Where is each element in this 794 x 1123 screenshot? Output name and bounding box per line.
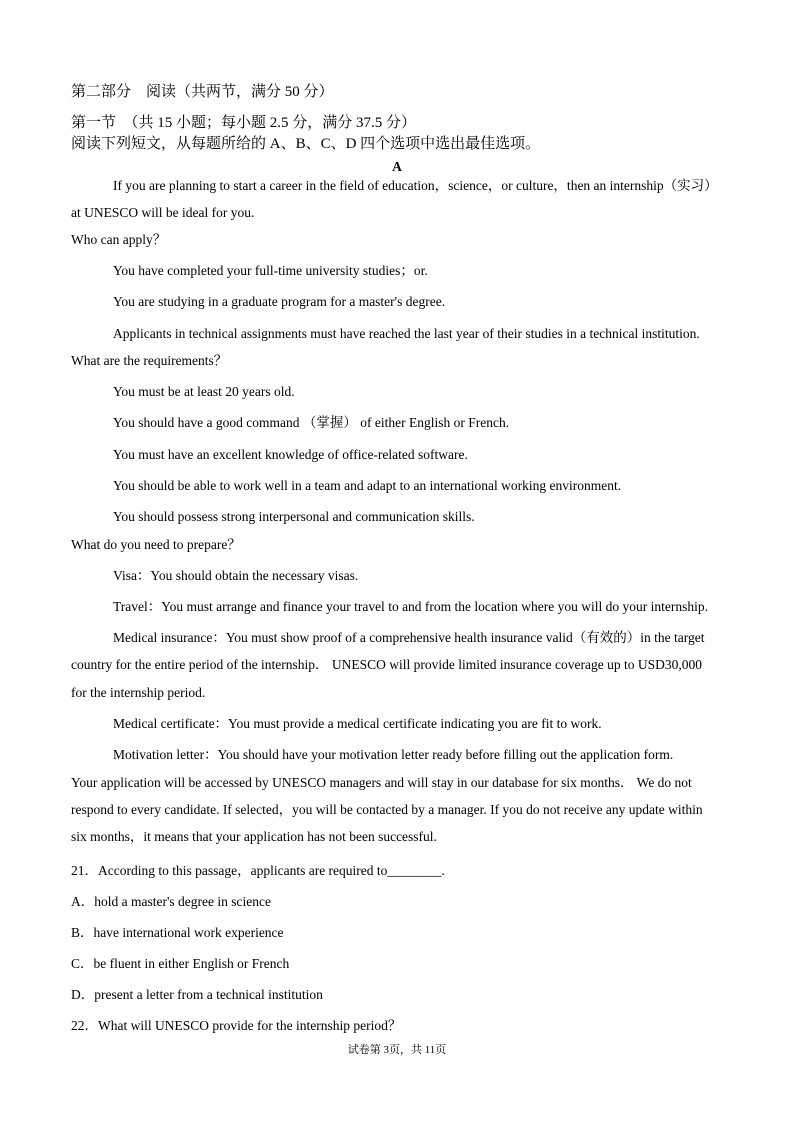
question-who-can-apply: Who can apply？ bbox=[71, 232, 167, 247]
question-21-option-a: A．hold a master's degree in science bbox=[71, 894, 271, 909]
question-requirements: What are the requirements？ bbox=[71, 353, 228, 368]
prepare-medical-insurance-line-2: country for the entire period of the internship． UNESCO will provide limited insurance coverage up to USD30,000 bbox=[71, 657, 702, 672]
section-heading: 第一节 （共 15 小题；每小题 2.5 分，满分 37.5 分） bbox=[71, 115, 417, 131]
who-item-1: You have completed your full-time university studies；or. bbox=[113, 263, 428, 278]
question-21-option-d: D．present a letter from a technical institution bbox=[71, 987, 323, 1002]
prepare-visa: Visa：You should obtain the necessary visas. bbox=[113, 568, 359, 583]
passage-intro-line-2: at UNESCO will be ideal for you. bbox=[71, 205, 255, 220]
page-footer: 试卷第 3页，共 11页 bbox=[347, 1044, 447, 1056]
prepare-motivation-letter-line-1: Motivation letter：You should have your motivation letter ready before filling out the application form. bbox=[113, 747, 674, 762]
who-item-3: Applicants in technical assignments must have reached the last year of their studies in a technical institution. bbox=[113, 326, 700, 341]
prepare-motivation-letter-line-3: respond to every candidate. If selected，you will be contacted by a manager. If you do not receive any update within bbox=[71, 802, 703, 817]
question-22: 22．What will UNESCO provide for the internship period？ bbox=[71, 1018, 402, 1033]
question-21: 21．According to this passage，applicants are required to________. bbox=[71, 863, 445, 878]
prepare-medical-certificate: Medical certificate：You must provide a medical certificate indicating you are fit to work. bbox=[113, 716, 602, 731]
instruction-text: 阅读下列短文，从每题所给的 A、B、C、D 四个选项中选出最佳选项。 bbox=[71, 136, 541, 152]
requirement-item-1: You must be at least 20 years old. bbox=[113, 384, 295, 399]
requirement-item-2: You should have a good command （掌握） of either English or French. bbox=[113, 415, 510, 430]
requirement-item-4: You should be able to work well in a team and adapt to an international working environment. bbox=[113, 478, 622, 493]
question-21-option-c: C．be fluent in either English or French bbox=[71, 956, 290, 971]
requirement-item-5: You should possess strong interpersonal and communication skills. bbox=[113, 509, 475, 524]
prepare-motivation-letter-line-2: Your application will be accessed by UNESCO managers and will stay in our database for six months． We do not bbox=[71, 775, 692, 790]
prepare-medical-insurance-line-1: Medical insurance：You must show proof of a comprehensive health insurance valid（有效的）in the target bbox=[113, 630, 705, 645]
prepare-medical-insurance-line-3: for the internship period. bbox=[71, 685, 206, 700]
part-heading: 第二部分 阅读（共两节，满分 50 分） bbox=[71, 84, 334, 100]
requirement-item-3: You must have an excellent knowledge of office-related software. bbox=[113, 447, 468, 462]
prepare-motivation-letter-line-4: six months，it means that your application has not been successful. bbox=[71, 829, 437, 844]
prepare-travel: Travel：You must arrange and finance your travel to and from the location where you will do your internship. bbox=[113, 599, 708, 614]
who-item-2: You are studying in a graduate program for a master's degree. bbox=[113, 294, 446, 309]
passage-intro-line-1: If you are planning to start a career in the field of education，science，or culture，then an internship（实习） bbox=[113, 178, 718, 193]
passage-label: A bbox=[392, 159, 402, 174]
question-prepare: What do you need to prepare？ bbox=[71, 537, 241, 552]
question-21-option-b: B．have international work experience bbox=[71, 925, 284, 940]
